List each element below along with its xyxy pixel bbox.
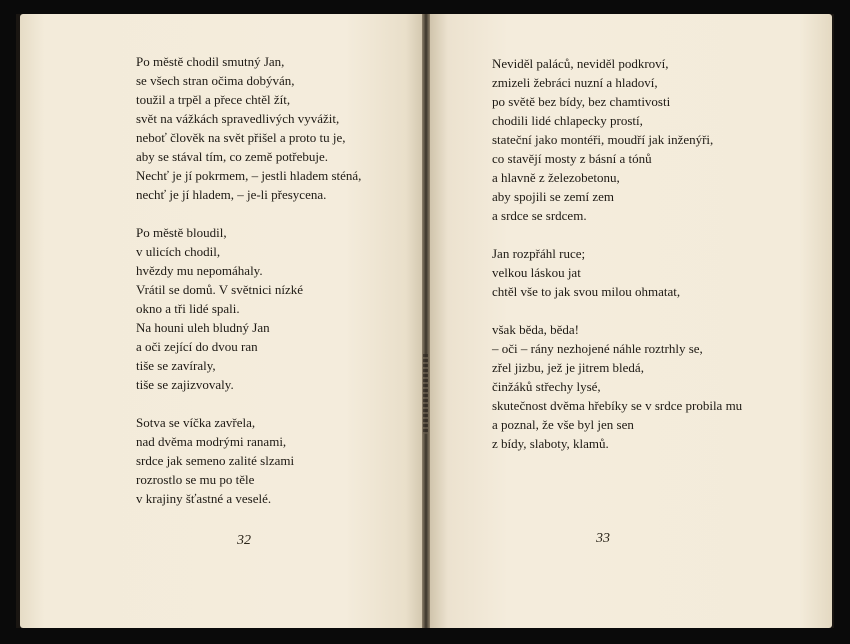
stanza bbox=[492, 244, 742, 301]
poem-line: v ulicích chodil, bbox=[136, 244, 221, 259]
stanza bbox=[136, 52, 361, 204]
poem-line: hvězdy mu nepomáhaly. bbox=[136, 263, 263, 278]
left-page-number: 32 bbox=[237, 533, 251, 548]
spine-stitching bbox=[423, 354, 428, 434]
poem-line: a hlavně z železobetonu, bbox=[492, 170, 620, 185]
poem-line: Jan rozpřáhl ruce; bbox=[492, 246, 586, 261]
poem-line: a oči zející do dvou ran bbox=[136, 339, 258, 354]
poem-line: však běda, běda! bbox=[492, 322, 579, 337]
poem-line: z bídy, slaboty, klamů. bbox=[492, 436, 609, 451]
poem-line: tiše se zavíraly, bbox=[136, 358, 216, 373]
left-page-poem bbox=[136, 52, 361, 527]
poem-line: skutečnost dvěma hřebíky se v srdce probila mu bbox=[492, 398, 743, 413]
poem-line: chtěl vše to jak svou milou ohmatat, bbox=[492, 284, 681, 299]
poem-line: se všech stran očima dobýván, bbox=[136, 73, 295, 88]
poem-line: Vrátil se domů. V světnici nízké bbox=[136, 282, 303, 297]
poem-line: co stavějí mosty z básní a tónů bbox=[492, 151, 652, 166]
poem-line: okno a tři lidé spali. bbox=[136, 301, 240, 316]
poem-line: svět na vážkách spravedlivých vyvážit, bbox=[136, 111, 340, 126]
poem-line: neboť člověk na svět přišel a proto tu je, bbox=[136, 130, 346, 145]
poem-line: Sotva se víčka zavřela, bbox=[136, 415, 256, 430]
poem-line: srdce jak semeno zalité slzami bbox=[136, 453, 295, 468]
poem-line: aby spojili se zemí zem bbox=[492, 189, 615, 204]
stanza bbox=[136, 413, 361, 508]
stanza bbox=[492, 54, 742, 225]
poem-line: stateční jako montéři, moudří jak inženýři, bbox=[492, 132, 714, 147]
poem-line: Po městě bloudil, bbox=[136, 225, 227, 240]
poem-line: tiše se zajizvovaly. bbox=[136, 377, 234, 392]
poem-line: Neviděl paláců, neviděl podkroví, bbox=[492, 56, 669, 71]
poem-line: toužil a trpěl a přece chtěl žít, bbox=[136, 92, 291, 107]
poem-line: Nechť je jí pokrmem, – jestli hladem sténá, bbox=[136, 168, 362, 183]
poem-line: velkou láskou jat bbox=[492, 265, 581, 280]
poem-line: Na houni uleh bludný Jan bbox=[136, 320, 270, 335]
poem-line: zmizeli žebráci nuzní a hladoví, bbox=[492, 75, 658, 90]
poem-line: v krajiny šťastné a veselé. bbox=[136, 491, 272, 506]
poem-line: a poznal, že vše byl jen sen bbox=[492, 417, 634, 432]
poem-line: aby se stával tím, co země potřebuje. bbox=[136, 149, 329, 164]
right-page-number: 33 bbox=[596, 531, 610, 546]
right-page-poem bbox=[492, 54, 742, 472]
poem-line: Po městě chodil smutný Jan, bbox=[136, 54, 285, 69]
stanza bbox=[492, 320, 742, 453]
poem-line: zřel jizbu, jež je jitrem bledá, bbox=[492, 360, 644, 375]
poem-line: nad dvěma modrými ranami, bbox=[136, 434, 287, 449]
poem-line: činžáků střechy lysé, bbox=[492, 379, 601, 394]
stanza bbox=[136, 223, 361, 394]
poem-line: – oči – rány nezhojené náhle roztrhly se, bbox=[492, 341, 703, 356]
poem-line: rozrostlo se mu po těle bbox=[136, 472, 255, 487]
book-gutter bbox=[422, 14, 430, 628]
poem-line: a srdce se srdcem. bbox=[492, 208, 587, 223]
poem-line: nechť je jí hladem, – je-li přesycena. bbox=[136, 187, 327, 202]
poem-line: po světě bez bídy, bez chamtivosti bbox=[492, 94, 671, 109]
poem-line: chodili lidé chlapecky prostí, bbox=[492, 113, 643, 128]
